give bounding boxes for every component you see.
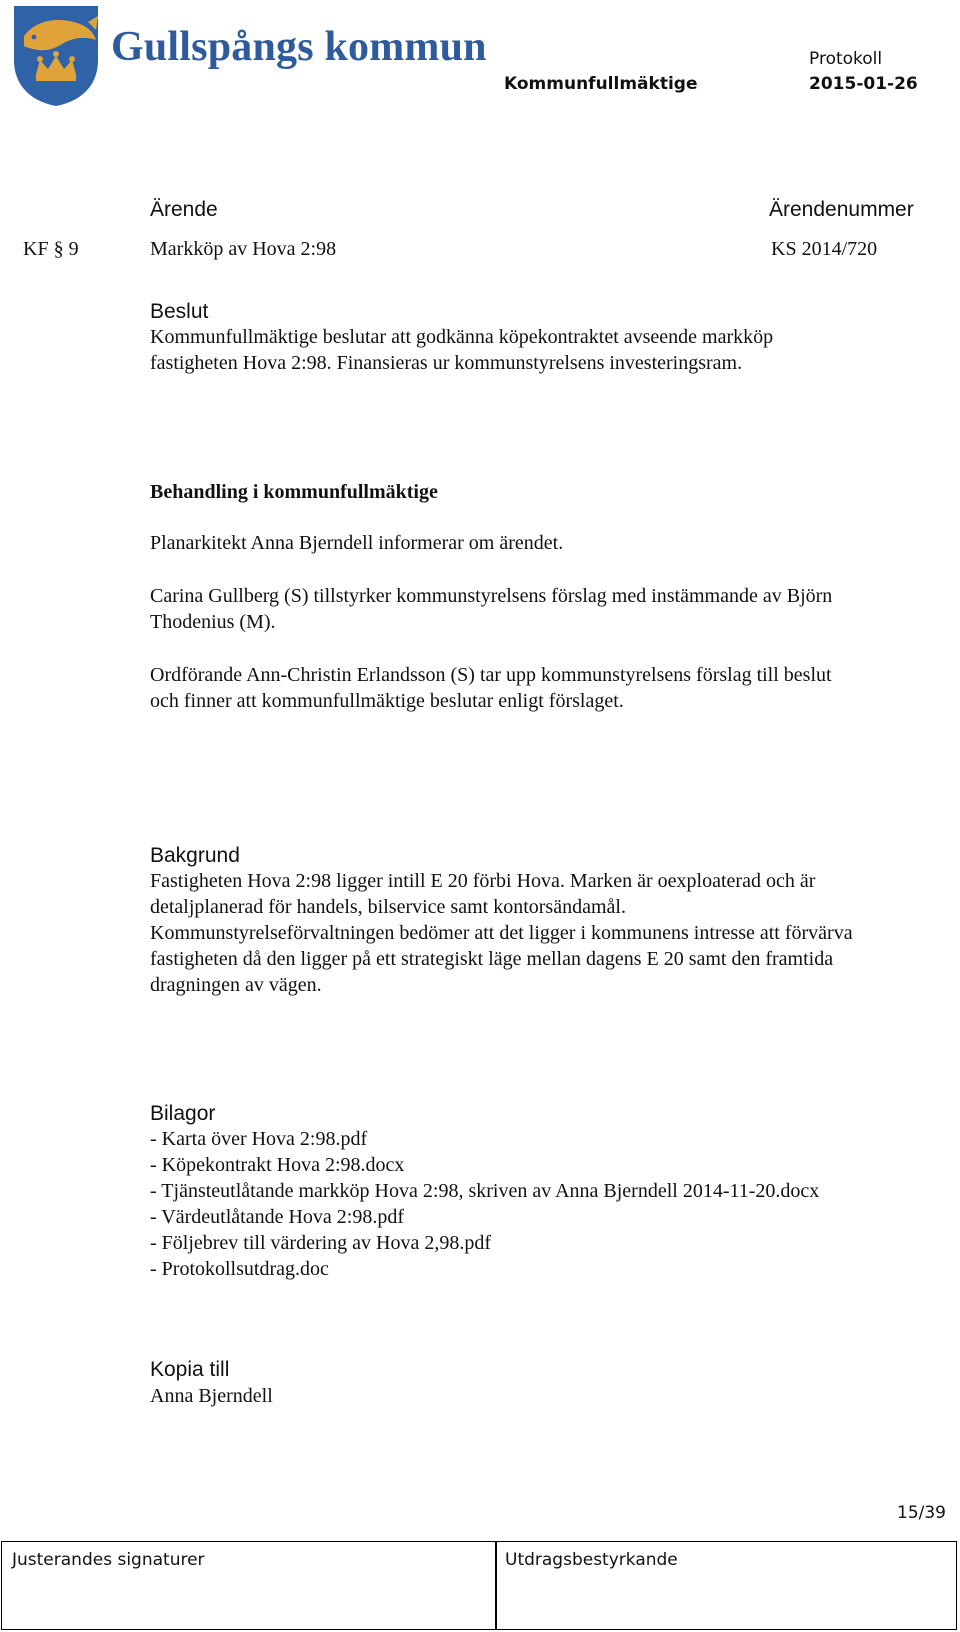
certification-label: Utdragsbestyrkande (505, 1550, 678, 1570)
bilagor-heading: Bilagor (150, 1102, 216, 1125)
attachment-item: - Köpekontrakt Hova 2:98.docx (150, 1154, 405, 1176)
behandling-paragraph-3 (150, 662, 832, 714)
decision-body: Kommunfullmäktige (504, 74, 698, 94)
text-line: Fastigheten Hova 2:98 ligger intill E 20 förbi Hova. Marken är oexploaterad och är (150, 870, 816, 892)
meeting-date: 2015-01-26 (809, 74, 918, 94)
bilagor-list (150, 1126, 819, 1282)
org-name: Gullspångs kommun (111, 24, 487, 70)
case-number: KS 2014/720 (771, 238, 878, 260)
footer-divider (495, 1542, 497, 1629)
text-line: och finner att kommunfullmäktige beslutar enligt förslaget. (150, 690, 624, 712)
text-line: Thodenius (M). (150, 611, 276, 633)
page-number: 15/39 (897, 1503, 946, 1523)
attachment-item: - Värdeutlåtande Hova 2:98.pdf (150, 1206, 404, 1228)
text-line: dragningen av vägen. (150, 974, 322, 996)
arendenummer-label: Ärendenummer (769, 198, 914, 221)
behandling-heading: Behandling i kommunfullmäktige (150, 481, 438, 503)
paragraph-number: KF § 9 (23, 238, 79, 260)
bakgrund-text (150, 868, 853, 998)
attachment-item: - Protokollsutdrag.doc (150, 1258, 329, 1280)
text-line: fastigheten Hova 2:98. Finansieras ur kommunstyrelsens investeringsram. (150, 352, 743, 374)
text-line: detaljplanerad för handels, bilservice samt kontorsändamål. (150, 896, 626, 918)
arende-label: Ärende (150, 198, 218, 221)
kopia-heading: Kopia till (150, 1358, 230, 1381)
coat-of-arms-logo (10, 2, 102, 108)
beslut-heading: Beslut (150, 300, 209, 323)
text-line: Kommunstyrelseförvaltningen bedömer att det ligger i kommunens intresse att förvärva (150, 922, 853, 944)
signature-footer (1, 1541, 957, 1630)
bakgrund-heading: Bakgrund (150, 844, 240, 867)
attachment-item: - Följebrev till värdering av Hova 2,98.pdf (150, 1232, 492, 1254)
case-title: Markköp av Hova 2:98 (150, 238, 337, 260)
behandling-paragraph-1 (150, 530, 563, 556)
behandling-paragraph-2 (150, 583, 832, 635)
text-line: Ordförande Ann-Christin Erlandsson (S) tar upp kommunstyrelsens förslag till beslut (150, 664, 832, 686)
kopia-recipient: Anna Bjerndell (150, 1385, 273, 1407)
text-line: Planarkitekt Anna Bjerndell informerar om ärendet. (150, 532, 564, 554)
text-line: Carina Gullberg (S) tillstyrker kommunstyrelsens förslag med instämmande av Björn (150, 585, 833, 607)
attachment-item: - Karta över Hova 2:98.pdf (150, 1128, 368, 1150)
attachment-item: - Tjänsteutlåtande markköp Hova 2:98, skriven av Anna Bjerndell 2014-11-20.docx (150, 1180, 820, 1202)
text-line: Kommunfullmäktige beslutar att godkänna köpekontraktet avseende markköp (150, 326, 774, 348)
signatures-label: Justerandes signaturer (12, 1550, 205, 1570)
document-type: Protokoll (809, 49, 883, 69)
beslut-text (150, 324, 773, 376)
text-line: fastigheten då den ligger på ett strategiskt läge mellan dagens E 20 samt den framtida (150, 948, 834, 970)
